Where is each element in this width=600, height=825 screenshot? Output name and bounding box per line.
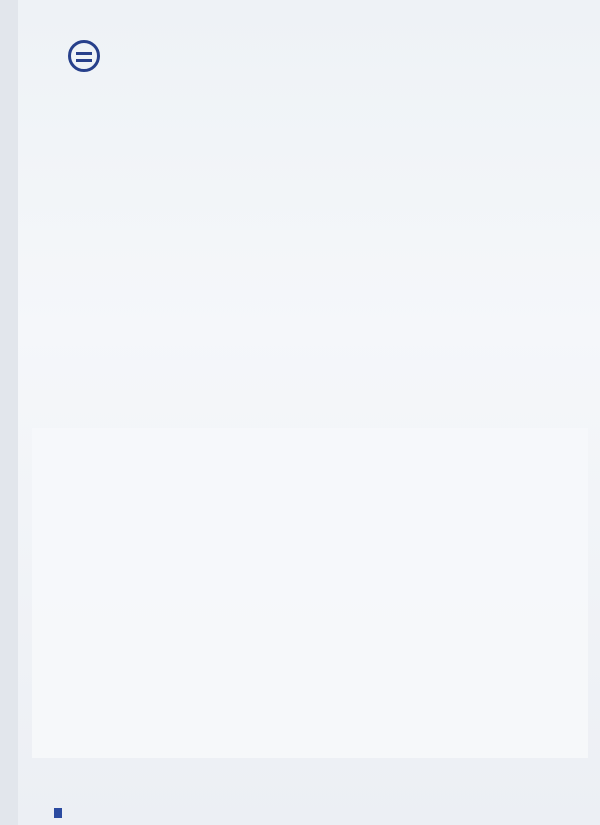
logo-icon xyxy=(68,40,100,72)
page-marker xyxy=(54,808,62,818)
header xyxy=(50,40,570,90)
bottom-table-bg xyxy=(32,428,588,758)
binding-strip xyxy=(0,0,18,825)
notes xyxy=(44,764,589,767)
brand-logo xyxy=(50,40,120,86)
